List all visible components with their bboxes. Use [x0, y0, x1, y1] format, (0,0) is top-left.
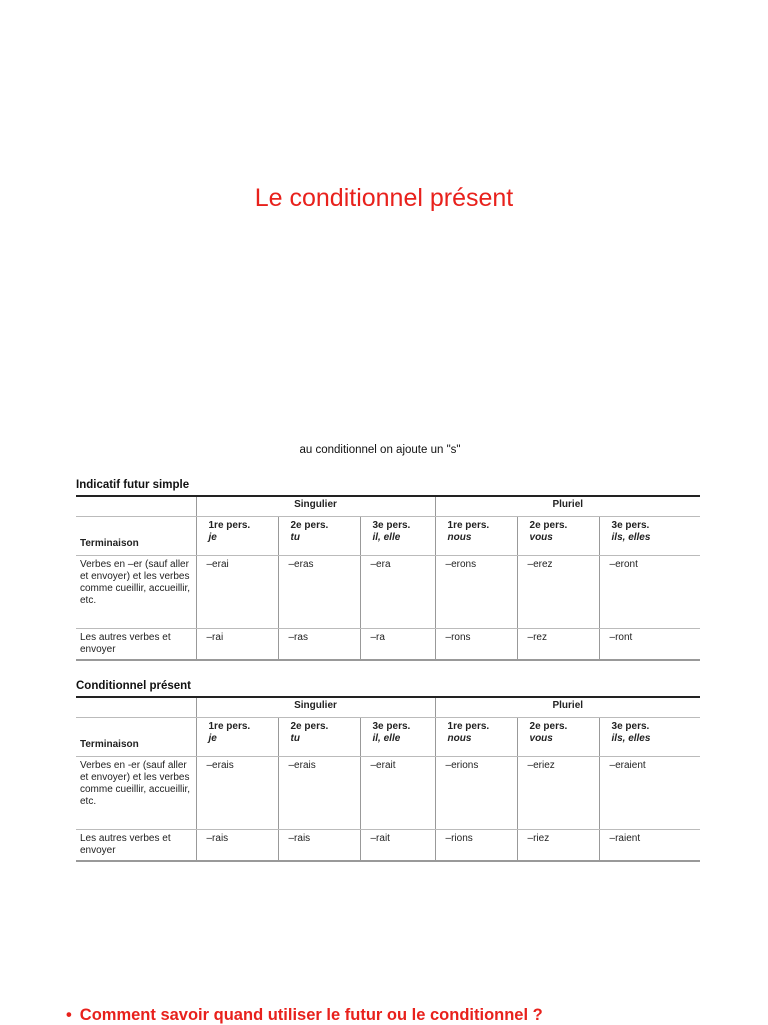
person-pronoun: ils, elles: [611, 532, 651, 543]
person-header-row: [76, 517, 700, 556]
ending-cell: –erais: [278, 757, 360, 830]
person-number: 1re pers.: [447, 721, 490, 732]
term-label: Terminaison: [76, 718, 196, 757]
group-singular: Singulier: [196, 497, 435, 517]
person-header: [435, 517, 517, 556]
person-header: [278, 718, 360, 757]
table-title: Indicatif futur simple: [76, 475, 700, 497]
ending-cell: –erai: [196, 556, 278, 629]
ending-cell: –eraient: [599, 757, 700, 830]
futur-simple-table: [76, 475, 700, 661]
group-plural: Pluriel: [435, 497, 700, 517]
group-plural: Pluriel: [435, 698, 700, 718]
person-pronoun: nous: [447, 532, 472, 543]
person-number: 2e pers.: [529, 520, 568, 531]
ending-cell: –erais: [196, 757, 278, 830]
person-pronoun: il, elle: [372, 733, 401, 744]
person-header: [360, 718, 435, 757]
person-number: 3e pers.: [611, 520, 650, 531]
person-pronoun: tu: [290, 733, 300, 744]
person-number: 1re pers.: [208, 520, 251, 531]
blank-cell: [76, 698, 196, 718]
person-pronoun: ils, elles: [611, 733, 651, 744]
person-header: [196, 517, 278, 556]
person-header: [360, 517, 435, 556]
ending-cell: –ra: [360, 629, 435, 661]
table-row: [76, 629, 700, 661]
person-pronoun: tu: [290, 532, 300, 543]
person-number: 2e pers.: [290, 520, 329, 531]
note-text: au conditionnel on ajoute un "s": [299, 444, 461, 456]
row-label: Verbes en –er (sauf aller et envoyer) et les verbes comme cueillir, accueillir, etc.: [76, 556, 196, 629]
person-pronoun: je: [208, 733, 217, 744]
slide-title: Le conditionnel présent: [254, 184, 514, 212]
ending-cell: –eront: [599, 556, 700, 629]
person-pronoun: je: [208, 532, 217, 543]
ending-cell: –erez: [517, 556, 599, 629]
ending-cell: –eriez: [517, 757, 599, 830]
group-header-row: [76, 497, 700, 517]
row-label: Les autres verbes et envoyer: [76, 830, 196, 862]
person-header: [196, 718, 278, 757]
row-label: Verbes en -er (sauf aller et envoyer) et les verbes comme cueillir, accueillir, etc.: [76, 757, 196, 830]
person-number: 2e pers.: [529, 721, 568, 732]
person-pronoun: vous: [529, 733, 553, 744]
person-header: [278, 517, 360, 556]
person-header: [599, 517, 700, 556]
question-text: Comment savoir quand utiliser le futur ou le conditionnel ?: [79, 1006, 543, 1024]
person-number: 3e pers.: [372, 520, 411, 531]
ending-cell: –rai: [196, 629, 278, 661]
ending-cell: –ras: [278, 629, 360, 661]
ending-cell: –era: [360, 556, 435, 629]
conditionnel-present-table: [76, 676, 700, 862]
ending-cell: –rait: [360, 830, 435, 862]
term-label: Terminaison: [76, 517, 196, 556]
table-row: [76, 830, 700, 862]
ending-cell: –raient: [599, 830, 700, 862]
person-number: 2e pers.: [290, 721, 329, 732]
ending-cell: –riez: [517, 830, 599, 862]
ending-cell: –ront: [599, 629, 700, 661]
group-singular: Singulier: [196, 698, 435, 718]
ending-cell: –eras: [278, 556, 360, 629]
ending-cell: –rez: [517, 629, 599, 661]
table-row: [76, 556, 700, 629]
question-bullet: [66, 1006, 543, 1025]
person-pronoun: il, elle: [372, 532, 401, 543]
ending-cell: –erons: [435, 556, 517, 629]
endings-grid: [76, 698, 700, 862]
person-number: 3e pers.: [611, 721, 650, 732]
person-number: 3e pers.: [372, 721, 411, 732]
person-header: [517, 718, 599, 757]
person-header: [517, 517, 599, 556]
person-header-row: [76, 718, 700, 757]
ending-cell: –erait: [360, 757, 435, 830]
table-row: [76, 757, 700, 830]
table-title: Conditionnel présent: [76, 676, 700, 698]
person-number: 1re pers.: [208, 721, 251, 732]
ending-cell: –rions: [435, 830, 517, 862]
person-header: [435, 718, 517, 757]
ending-cell: –rais: [278, 830, 360, 862]
bullet-dot: •: [66, 1006, 72, 1024]
person-pronoun: nous: [447, 733, 472, 744]
person-header: [599, 718, 700, 757]
person-number: 1re pers.: [447, 520, 490, 531]
ending-cell: –rais: [196, 830, 278, 862]
group-header-row: [76, 698, 700, 718]
person-pronoun: vous: [529, 532, 553, 543]
blank-cell: [76, 497, 196, 517]
ending-cell: –erions: [435, 757, 517, 830]
endings-grid: [76, 497, 700, 661]
row-label: Les autres verbes et envoyer: [76, 629, 196, 661]
ending-cell: –rons: [435, 629, 517, 661]
